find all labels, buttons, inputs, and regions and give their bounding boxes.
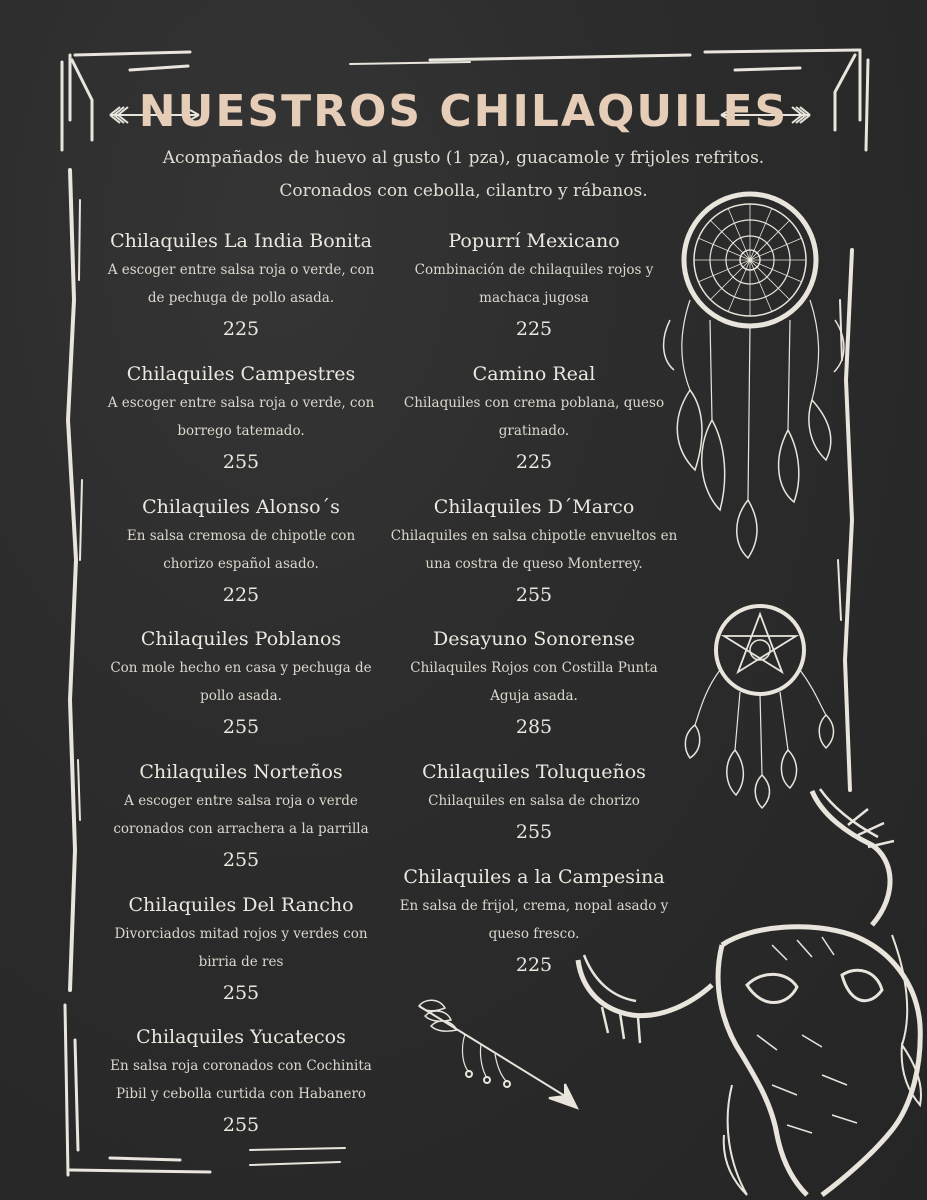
menu-item xyxy=(91,228,391,342)
dreamcatcher-small-icon xyxy=(680,600,840,810)
menu-item xyxy=(384,361,684,475)
menu-item-name: Camino Real xyxy=(472,363,596,385)
menu-item-name: Chilaquiles Del Rancho xyxy=(128,894,354,916)
menu-item-price: 255 xyxy=(222,451,260,473)
menu-item-name: Chilaquiles Campestres xyxy=(126,363,356,385)
menu-item-description: Chilaquiles Rojos con Costilla Punta Aguja asada. xyxy=(410,660,658,704)
menu-item-name: Popurrí Mexicano xyxy=(448,230,620,252)
menu-item-name: Chilaquiles Yucatecos xyxy=(136,1026,346,1048)
menu-item-price: 255 xyxy=(222,849,260,871)
menu-item-price: 225 xyxy=(222,584,260,606)
menu-item-description: Chilaquiles en salsa chipotle envueltos en una costra de queso Monterrey. xyxy=(390,528,678,572)
menu-item-price: 225 xyxy=(515,954,553,976)
menu-item-price: 285 xyxy=(515,716,553,738)
feather-arrow-icon xyxy=(405,992,585,1116)
menu-item-name: Chilaquiles D´Marco xyxy=(433,496,635,518)
menu-item-name: Chilaquiles Norteños xyxy=(139,761,343,783)
menu-item-name: Chilaquiles a la Campesina xyxy=(403,866,665,888)
dreamcatcher-large-icon xyxy=(650,190,860,560)
menu-item xyxy=(91,626,391,740)
menu-item-description: En salsa roja coronados con Cochinita Pibil y cebolla curtida con Habanero xyxy=(110,1058,372,1102)
menu-item xyxy=(384,494,684,608)
menu-item-name: Chilaquiles Poblanos xyxy=(140,628,342,650)
menu-item-description: Con mole hecho en casa y pechuga de pollo asada. xyxy=(110,660,372,704)
menu-item xyxy=(91,361,391,475)
menu-item-name: Chilaquiles La India Bonita xyxy=(110,230,372,252)
menu-item-name: Desayuno Sonorense xyxy=(433,628,635,650)
menu-item xyxy=(91,494,391,608)
menu-item xyxy=(91,1024,391,1138)
menu-item-price: 255 xyxy=(515,584,553,606)
menu-item-price: 255 xyxy=(515,821,553,843)
menu-item xyxy=(384,626,684,740)
menu-item-price: 255 xyxy=(222,716,260,738)
menu-item-price: 255 xyxy=(222,1114,260,1136)
menu-item-price: 225 xyxy=(515,318,553,340)
menu-item-price: 225 xyxy=(515,451,553,473)
menu-subtitle-line1: Acompañados de huevo al gusto (1 pza), guacamole y frijoles refritos. xyxy=(162,148,765,168)
menu-title: NUESTROS CHILAQUILES xyxy=(138,86,789,137)
bull-skull-icon xyxy=(572,785,927,1200)
menu-item-description: Combinación de chilaquiles rojos y machaca jugosa xyxy=(414,262,654,306)
menu-item-description: En salsa de frijol, crema, nopal asado y queso fresco. xyxy=(399,898,669,942)
menu-item-price: 255 xyxy=(222,982,260,1004)
menu-item-name: Chilaquiles Toluqueños xyxy=(422,761,646,783)
menu-item xyxy=(91,759,391,873)
menu-subtitle-line2: Coronados con cebolla, cilantro y rábanos. xyxy=(279,181,648,201)
menu-item-description: A escoger entre salsa roja o verde, con de pechuga de pollo asada. xyxy=(107,262,375,306)
menu-item xyxy=(91,892,391,1006)
menu-item-name: Chilaquiles Alonso´s xyxy=(142,496,340,518)
menu-item-description: Chilaquiles en salsa de chorizo xyxy=(428,793,640,809)
menu-item-description: Chilaquiles con crema poblana, queso gratinado. xyxy=(403,395,665,439)
menu-item-description: Divorciados mitad rojos y verdes con birria de res xyxy=(114,926,368,970)
menu-item-description: A escoger entre salsa roja o verde, con borrego tatemado. xyxy=(107,395,375,439)
menu-item-description: En salsa cremosa de chipotle con chorizo español asado. xyxy=(126,528,356,572)
menu-item-description: A escoger entre salsa roja o verde coronados con arrachera a la parrilla xyxy=(113,793,369,837)
menu-item xyxy=(384,228,684,342)
menu-item-price: 225 xyxy=(222,318,260,340)
